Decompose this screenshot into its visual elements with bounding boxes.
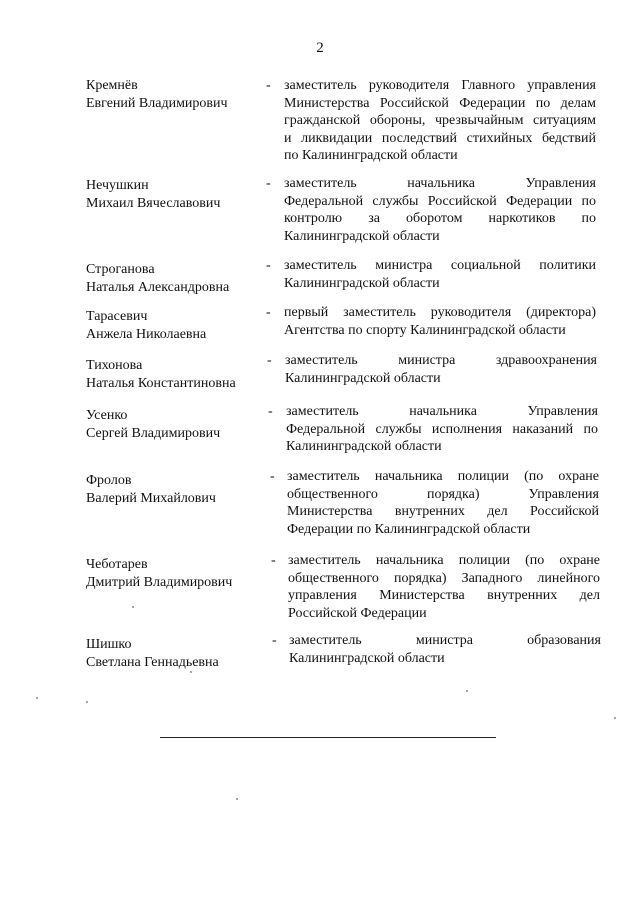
official-surname: Фролов: [86, 473, 132, 488]
official-position: [284, 175, 596, 245]
official-position: [286, 403, 598, 456]
official-surname: Тихонова: [86, 358, 143, 373]
official-given-names: Светлана Геннадьевна: [86, 654, 219, 670]
official-name: [86, 556, 266, 591]
official-given-names: Евгений Владимирович: [86, 95, 228, 111]
official-given-names: Дмитрий Владимирович: [86, 574, 233, 590]
position-line: общественного порядка) Управления: [287, 486, 599, 502]
scan-speck: [36, 697, 38, 699]
position-line: заместитель министра образования: [289, 633, 601, 648]
official-surname: Кремнёв: [86, 78, 138, 93]
official-name: [86, 261, 266, 296]
position-line: заместитель руководителя Главного управления: [284, 78, 596, 93]
position-line: Агентства по спорту Калининградской области: [284, 322, 566, 338]
official-name: [86, 472, 266, 507]
official-given-names: Михаил Вячеславович: [86, 195, 221, 211]
position-line: Калининградской области: [289, 650, 445, 666]
position-line: заместитель министра здравоохранения: [285, 353, 597, 368]
entry-dash: -: [266, 305, 271, 320]
official-position: [285, 352, 597, 387]
position-line: Федеральной службы исполнения наказаний по: [286, 421, 598, 437]
official-surname: Строганова: [86, 262, 155, 277]
position-line: первый заместитель руководителя (директора): [284, 305, 596, 320]
position-line: контролю за оборотом наркотиков по: [284, 211, 596, 226]
official-position: [287, 468, 599, 538]
position-line: управления Министерства внутренних дел: [288, 588, 600, 603]
position-line: Калининградской области: [285, 370, 441, 386]
entry-dash: -: [266, 78, 271, 93]
position-line: и ликвидации последствий стихийных бедствий: [284, 130, 596, 146]
position-line: заместитель министра социальной политики: [284, 258, 596, 273]
official-position: [288, 552, 600, 622]
scan-speck: [190, 671, 192, 673]
entry-dash: -: [268, 404, 273, 419]
position-line: заместитель начальника Управления: [286, 404, 598, 419]
position-line: заместитель начальника полиции (по охране: [287, 469, 599, 484]
position-line: Министерства внутренних дел Российской: [287, 504, 599, 519]
official-surname: Шишко: [86, 637, 132, 652]
position-line: Калининградской области: [286, 439, 442, 454]
official-name: [86, 308, 266, 343]
entry-dash: -: [266, 258, 271, 273]
official-name: [86, 407, 266, 442]
page-number: 2: [316, 40, 324, 56]
official-given-names: Наталья Александровна: [86, 279, 230, 295]
position-line: Российской Федерации: [288, 605, 427, 621]
scan-speck: [86, 701, 88, 703]
position-line: Калининградской области: [284, 275, 440, 291]
official-given-names: Валерий Михайлович: [86, 490, 216, 506]
position-line: заместитель начальника полиции (по охране: [288, 553, 600, 568]
position-line: Калининградской области: [284, 228, 440, 244]
entry-dash: -: [271, 553, 276, 568]
scan-speck: [236, 798, 238, 800]
position-line: заместитель начальника Управления: [284, 176, 596, 191]
position-line: Федерации по Калининградской области: [287, 521, 531, 537]
entry-dash: -: [272, 633, 277, 648]
entry-dash: -: [270, 469, 275, 484]
official-name: [86, 636, 266, 671]
position-line: гражданской обороны, чрезвычайным ситуациям: [284, 113, 596, 128]
official-given-names: Анжела Николаевна: [86, 326, 207, 342]
position-line: Федеральной службы Российской Федерации по: [284, 193, 596, 209]
position-line: по Калининградской области: [284, 148, 458, 163]
closing-rule: [160, 737, 496, 738]
official-name: [86, 77, 266, 112]
position-line: общественного порядка) Западного линейного: [288, 570, 600, 586]
entry-dash: -: [266, 176, 271, 191]
official-position: [289, 632, 601, 667]
scan-speck: [466, 690, 468, 692]
official-given-names: Сергей Владимирович: [86, 425, 221, 441]
entry-dash: -: [267, 353, 272, 368]
official-position: [284, 304, 596, 339]
position-line: Министерства Российской Федерации по делам: [284, 95, 596, 111]
official-surname: Усенко: [86, 408, 128, 423]
official-surname: Чеботарев: [86, 557, 148, 572]
official-position: [284, 257, 596, 292]
scan-speck: [132, 606, 134, 608]
official-name: [86, 177, 266, 212]
official-given-names: Наталья Константиновна: [86, 375, 236, 391]
official-position: [284, 77, 596, 165]
official-surname: Тарасевич: [86, 309, 148, 324]
scan-speck: [614, 717, 616, 719]
official-name: [86, 357, 266, 392]
official-surname: Нечушкин: [86, 178, 149, 193]
